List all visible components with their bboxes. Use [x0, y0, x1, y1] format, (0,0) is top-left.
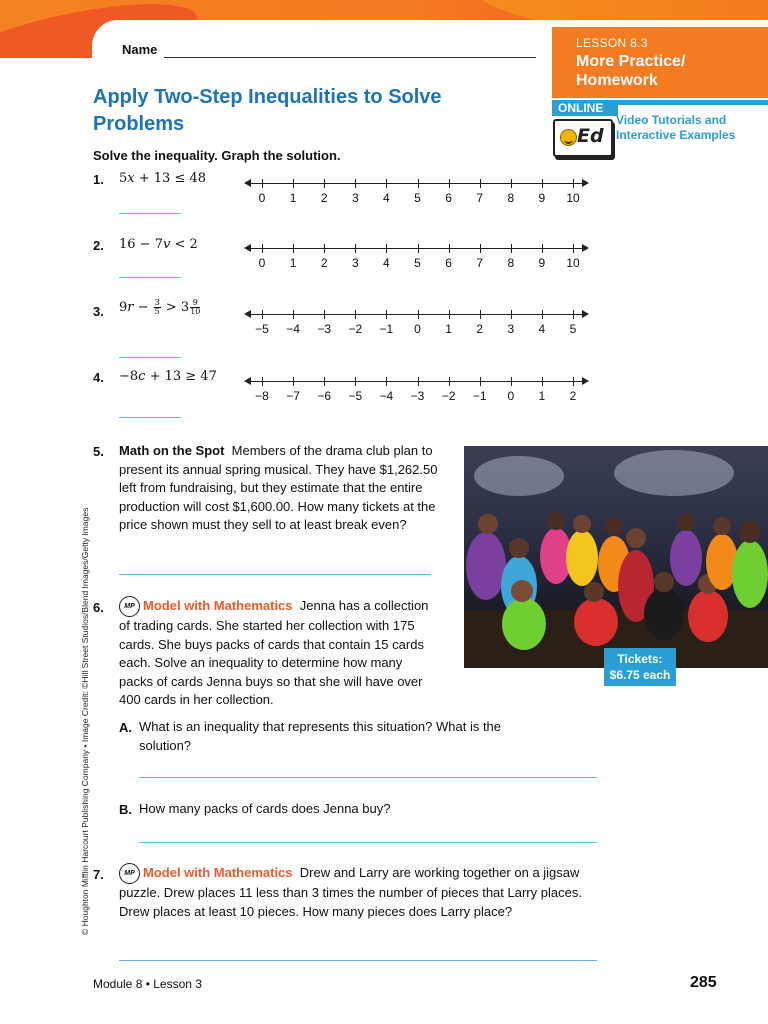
- number-line-axis: [246, 381, 586, 382]
- number-line-tick: [542, 310, 543, 319]
- number-line-tick: [262, 244, 263, 253]
- problem-6b-answer-line[interactable]: [139, 842, 597, 843]
- number-line-tick: [418, 179, 419, 188]
- arrow-left-icon: [244, 179, 251, 187]
- number-line-tick: [511, 310, 512, 319]
- number-line-label: −3: [410, 389, 425, 403]
- problem-2-number: 2.: [93, 238, 104, 253]
- number-line-tick: [386, 377, 387, 386]
- number-line-label: 10: [566, 191, 580, 205]
- number-line-label: 6: [445, 191, 452, 205]
- problem-5-answer-line[interactable]: [119, 574, 431, 575]
- ed-logo-text: Ed: [577, 125, 604, 147]
- number-line-tick: [418, 377, 419, 386]
- number-line-label: −2: [348, 322, 363, 336]
- number-line-label: 2: [569, 389, 577, 403]
- problem-3-answer-line[interactable]: [119, 357, 181, 358]
- number-line-tick: [262, 310, 263, 319]
- number-line-label: 1: [289, 256, 297, 270]
- arrow-left-icon: [244, 244, 251, 252]
- performer-group: [466, 512, 768, 650]
- page-number: 285: [690, 974, 717, 991]
- copyright-notice: © Houghton Mifflin Harcourt Publishing Company • Image Credit: ©Hill Street Studios/Blend Images/Getty Images: [80, 507, 90, 935]
- number-line-label: 0: [258, 256, 266, 270]
- number-line-label: 10: [566, 256, 580, 270]
- number-line-tick: [511, 377, 512, 386]
- number-line-tick: [449, 179, 450, 188]
- problem-6b-text: How many packs of cards does Jenna buy?: [139, 801, 391, 816]
- problem-2-answer-line[interactable]: [119, 277, 181, 278]
- number-line-tick: [386, 310, 387, 319]
- arrow-left-icon: [244, 310, 251, 318]
- number-line-label: −1: [379, 322, 394, 336]
- number-line-tick: [480, 310, 481, 319]
- number-line-tick: [511, 244, 512, 253]
- number-line-label: 8: [507, 191, 515, 205]
- number-line-label: 7: [476, 191, 484, 205]
- problem-6-number: 6.: [93, 600, 104, 615]
- number-line-label: 1: [445, 322, 452, 336]
- tickets-price-tag: [604, 648, 676, 686]
- number-line-label: 5: [414, 256, 421, 270]
- performers-illustration: [464, 446, 768, 668]
- number-line-label: −5: [348, 389, 363, 403]
- arrow-right-icon: [582, 179, 589, 187]
- online-strip: [612, 100, 768, 105]
- problem-4-number: 4.: [93, 370, 104, 385]
- smiley-icon: [560, 129, 577, 146]
- number-line-label: 2: [320, 256, 328, 270]
- number-line-axis: [246, 183, 586, 184]
- number-line-tick: [418, 310, 419, 319]
- number-line-tick: [355, 310, 356, 319]
- number-line-tick: [542, 244, 543, 253]
- number-line-tick: [293, 244, 294, 253]
- number-line-tick: [449, 377, 450, 386]
- number-line-label: 0: [507, 389, 515, 403]
- number-line-label: 9: [538, 191, 546, 205]
- problem-7-answer-line[interactable]: [119, 960, 597, 961]
- name-input-line[interactable]: [164, 57, 536, 58]
- lesson-title: More Practice/ Homework: [576, 53, 686, 89]
- instructions: Solve the inequality. Graph the solution.: [93, 148, 341, 163]
- mp-badge-icon: MP: [119, 863, 140, 884]
- number-line-label: 5: [414, 191, 421, 205]
- problem-1-number: 1.: [93, 172, 104, 187]
- problem-6a-answer-line[interactable]: [139, 777, 597, 778]
- number-line-tick: [293, 310, 294, 319]
- number-line-label: −2: [441, 389, 456, 403]
- number-line-tick: [480, 377, 481, 386]
- number-line-label: −4: [286, 322, 300, 336]
- number-line-tick: [480, 179, 481, 188]
- problem-4-answer-line[interactable]: [119, 417, 181, 418]
- number-line-label: −4: [379, 389, 394, 403]
- number-line-label: 6: [445, 256, 452, 270]
- number-line-tick: [355, 244, 356, 253]
- arrow-right-icon: [582, 310, 589, 318]
- number-line-label: 2: [476, 322, 484, 336]
- number-line-tick: [418, 244, 419, 253]
- number-line-tick: [449, 310, 450, 319]
- number-line-label: 1: [538, 389, 546, 403]
- number-line-tick: [542, 377, 543, 386]
- number-line-tick: [573, 179, 574, 188]
- page-title: Apply Two-Step Inequalities to Solve Problems: [93, 86, 442, 135]
- problem-1-inequality: 5x + 13 ≤ 48: [119, 171, 207, 186]
- number-line-tick: [324, 244, 325, 253]
- drama-club-photo: [464, 446, 768, 668]
- arrow-right-icon: [582, 244, 589, 252]
- number-line-label: 3: [351, 256, 359, 270]
- number-line-label: 9: [538, 256, 546, 270]
- number-line-label: 4: [383, 256, 390, 270]
- problem-5-number: 5.: [93, 444, 104, 459]
- online-label: ONLINE: [552, 100, 618, 116]
- problem-6a-letter: A.: [119, 720, 132, 735]
- number-line-label: −8: [255, 389, 269, 403]
- lesson-number: LESSON 8.3: [576, 36, 648, 50]
- number-line-label: 8: [507, 256, 515, 270]
- number-line-tick: [511, 179, 512, 188]
- number-line-tick: [480, 244, 481, 253]
- number-line-tick: [542, 179, 543, 188]
- problem-3-number: 3.: [93, 304, 104, 319]
- problem-6a-text: What is an inequality that represents this situation? What is the solution?: [139, 719, 502, 753]
- number-line-label: −7: [286, 389, 300, 403]
- number-line-label: 0: [414, 322, 421, 336]
- problem-1-answer-line[interactable]: [119, 213, 181, 214]
- number-line-tick: [386, 244, 387, 253]
- number-line-tick: [355, 179, 356, 188]
- number-line-label: 3: [351, 191, 359, 205]
- problem-2-inequality: 16 − 7v < 2: [119, 237, 198, 252]
- problem-4-inequality: −8c + 13 ≥ 47: [119, 369, 217, 384]
- number-line-axis: [246, 314, 586, 315]
- footer-module-lesson: Module 8 • Lesson 3: [93, 977, 202, 991]
- online-resources-link[interactable]: Video Tutorials and Interactive Examples: [616, 113, 736, 142]
- ed-logo-icon[interactable]: [553, 119, 613, 157]
- number-line-label: −5: [255, 322, 269, 336]
- problem-6b-letter: B.: [119, 802, 132, 817]
- problem-7-number: 7.: [93, 867, 104, 882]
- number-line-tick: [262, 377, 263, 386]
- number-line-label: −3: [317, 322, 332, 336]
- number-line-tick: [293, 179, 294, 188]
- number-line-label: 1: [289, 191, 297, 205]
- mp-badge-icon: MP: [119, 596, 140, 617]
- number-line-axis: [246, 248, 586, 249]
- number-line-label: 2: [320, 191, 328, 205]
- number-line-label: 5: [569, 322, 577, 336]
- number-line-tick: [324, 179, 325, 188]
- number-line-label: 3: [507, 322, 515, 336]
- number-line-tick: [449, 244, 450, 253]
- number-line-tick: [573, 244, 574, 253]
- number-line-tick: [573, 377, 574, 386]
- number-line-tick: [293, 377, 294, 386]
- tickets-label: Tickets:: [617, 652, 663, 666]
- number-line-tick: [386, 179, 387, 188]
- number-line-label: 4: [538, 322, 546, 336]
- arrow-right-icon: [582, 377, 589, 385]
- number-line-label: 7: [476, 256, 484, 270]
- number-line-tick: [324, 310, 325, 319]
- arrow-left-icon: [244, 377, 251, 385]
- name-label: Name: [122, 42, 158, 57]
- tickets-price: $6.75 each: [609, 668, 671, 682]
- number-line-label: 0: [258, 191, 266, 205]
- number-line-tick: [355, 377, 356, 386]
- number-line-label: −1: [472, 389, 487, 403]
- number-line-tick: [262, 179, 263, 188]
- problem-5-text: Math on the Spot Members of the drama club plan to present its annual spring musical. They have $1,262.50 left from fundraising, but they estimate that the entire production will cost $1,600.00. How many tickets at the price shown must they sell to at least break even?: [119, 443, 438, 532]
- problem-6-text: MP Model with Mathematics Jenna has a collection of trading cards. She started her collection with 175 cards. She buys packs of cards that contain 15 cards each. Solve an inequality to determine how many packs of cards Jenna buys so that she will have over 400 cards in her collection.: [119, 597, 429, 707]
- number-line-label: −6: [317, 389, 332, 403]
- problem-3-inequality: 9r − $\frac{3}{5}$ > 3 $\frac{9}{10}$: [119, 298, 201, 316]
- number-line-tick: [324, 377, 325, 386]
- number-line-tick: [573, 310, 574, 319]
- problem-7-text: MP Model with Mathematics Drew and Larry are working together on a jigsaw puzzle. Drew places 11 less than 3 times the number of pieces that Larry places. Drew places at least 10 pieces. How many pieces does Larry place?: [119, 864, 582, 919]
- number-line-label: 4: [383, 191, 390, 205]
